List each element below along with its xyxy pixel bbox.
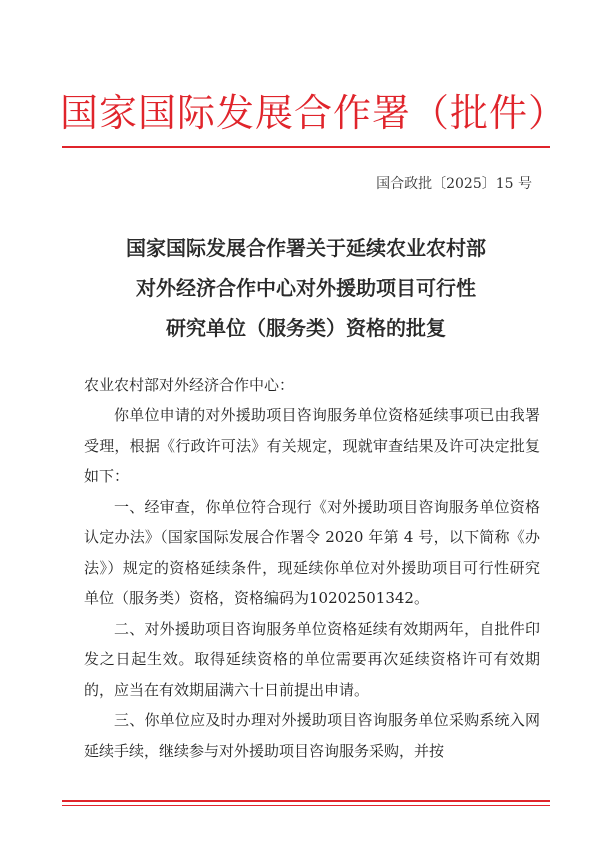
footer-divider-thin xyxy=(62,805,550,806)
masthead-divider xyxy=(62,146,550,148)
masthead-title: 国家国际发展合作署（批件） xyxy=(60,91,568,135)
title-line: 研究单位（服务类）资格的批复 xyxy=(166,316,446,340)
body-paragraph: 你单位申请的对外援助项目咨询服务单位资格延续事项已由我署受理，根据《行政许可法》有关规定，现就审查结果及许可决定批复如下： xyxy=(84,406,540,485)
salutation: 农业农村部对外经济合作中心： xyxy=(84,376,295,394)
title-line: 对外经济合作中心对外援助项目可行性 xyxy=(136,276,476,300)
title-line: 国家国际发展合作署关于延续农业农村部 xyxy=(126,236,486,260)
document-body xyxy=(84,370,540,766)
body-paragraph: 二、对外援助项目咨询服务单位资格延续有效期两年，自批件印发之日起生效。取得延续资格的单位需要再次延续资格许可有效期的，应当在有效期届满六十日前提出申请。 xyxy=(84,619,540,699)
document-number: 国合政批〔2025〕15 号 xyxy=(376,176,532,192)
body-paragraph: 一、经审查，你单位符合现行《对外援助项目咨询服务单位资格认定办法》（国家国际发展合作署令 2020 年第 4 号，以下简称《办法》）规定的资格延续条件，现延续你单位对外援助项目可行性研究单位（服务类）资格，资格编码为10202501342。 xyxy=(84,497,540,607)
body-paragraph: 三、你单位应及时办理对外援助项目咨询服务单位采购系统入网延续手续，继续参与对外援助项目咨询服务采购，并按 xyxy=(84,711,540,760)
footer-divider-thick xyxy=(62,800,550,802)
document-title xyxy=(60,228,552,348)
